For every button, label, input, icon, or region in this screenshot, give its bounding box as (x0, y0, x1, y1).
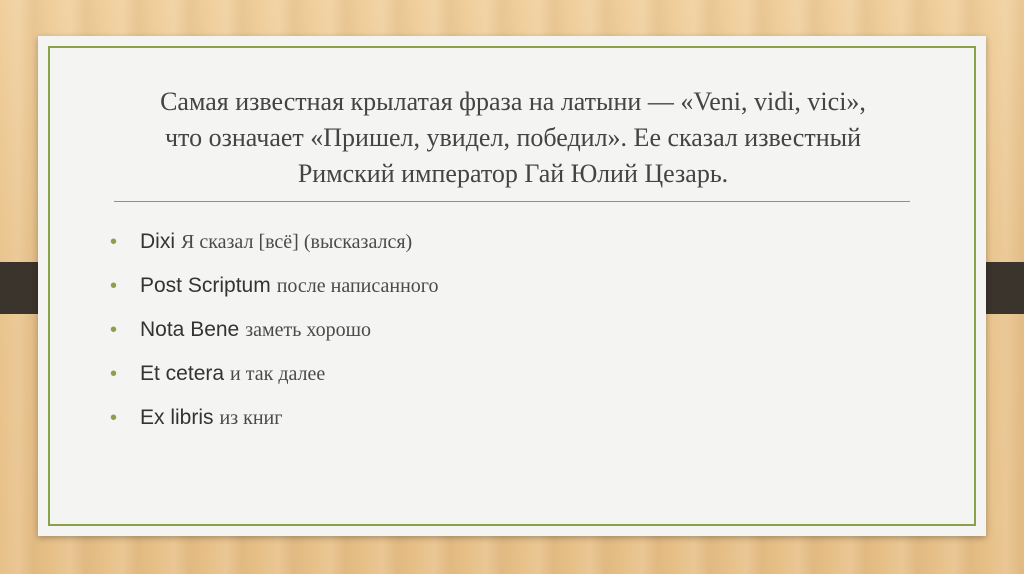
bullet-icon: • (110, 230, 118, 253)
bullet-icon: • (110, 318, 118, 341)
term-meaning: Я сказал [всё] (высказался) (181, 230, 413, 253)
bullet-icon: • (110, 274, 118, 297)
latin-term: Et cetera (140, 362, 225, 385)
list-item (110, 264, 439, 308)
list-item (110, 352, 439, 396)
title-line-2: что означает «Пришел, увидел, победил». Ее сказал известный (164, 123, 862, 152)
slide-title (98, 84, 928, 192)
list-item (110, 396, 439, 440)
term-meaning: после написанного (276, 274, 439, 297)
title-line-1: Самая известная крылатая фраза на латыни — «Veni, vidi, vici», (160, 87, 866, 116)
latin-term: Dixi (140, 230, 175, 253)
term-meaning: заметь хорошо (245, 318, 372, 341)
latin-term: Post Scriptum (140, 274, 271, 297)
title-divider (114, 201, 910, 202)
term-meaning: из книг (219, 406, 283, 429)
bullet-icon: • (110, 362, 118, 385)
list-item (110, 308, 439, 352)
latin-term: Nota Bene (140, 318, 240, 341)
title-line-3: Римский император Гай Юлий Цезарь. (297, 159, 729, 188)
term-meaning: и так далее (230, 362, 326, 385)
slide-card (38, 36, 986, 536)
list-item (110, 220, 439, 264)
bullet-icon: • (110, 406, 118, 429)
latin-term: Ex libris (140, 406, 214, 429)
phrase-list (110, 220, 439, 440)
